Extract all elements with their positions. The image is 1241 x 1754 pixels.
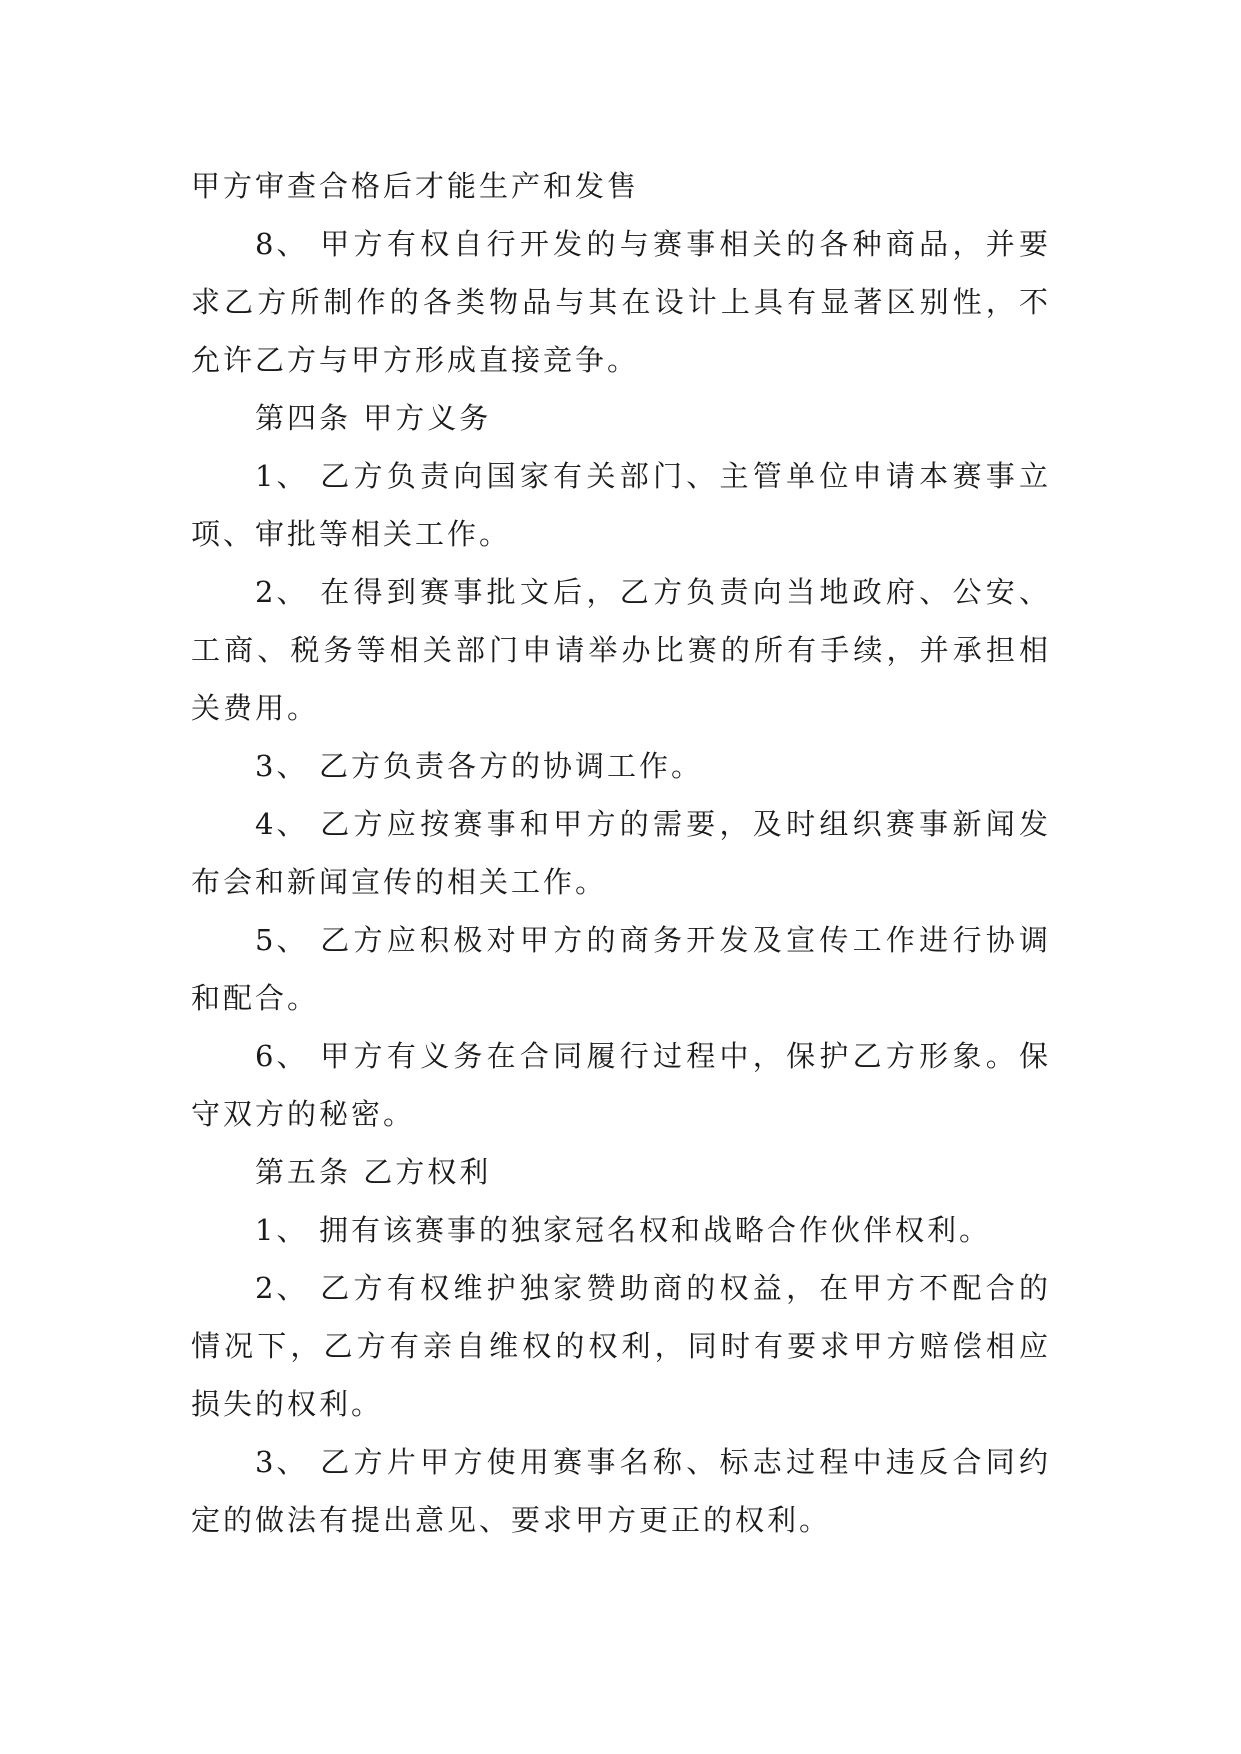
document-body	[191, 157, 1051, 1549]
clause-number: 2、	[255, 1271, 309, 1305]
clause-item-4	[191, 795, 1051, 911]
clause-text: 乙方片甲方使用赛事名称、标志过程中违反合同约定的做法有提出意见、要求甲方更正的权利。	[191, 1445, 1051, 1537]
clause-number: 3、	[255, 749, 309, 783]
clause-item-5	[191, 911, 1051, 1027]
clause-item-3	[191, 737, 1051, 795]
clause-number: 1、	[255, 459, 309, 493]
clause-text: 在得到赛事批文后，乙方负责向当地政府、公安、工商、税务等相关部门申请举办比赛的所有手续，并承担相关费用。	[191, 575, 1051, 725]
clause-item-2	[191, 1259, 1051, 1433]
clause-text: 甲方有权自行开发的与赛事相关的各种商品，并要求乙方所制作的各类物品与其在设计上具有显著区别性，不允许乙方与甲方形成直接竞争。	[191, 227, 1051, 377]
clause-number: 2、	[255, 575, 309, 609]
clause-text: 乙方应按赛事和甲方的需要，及时组织赛事新闻发布会和新闻宣传的相关工作。	[191, 807, 1051, 899]
clause-item-8	[191, 215, 1051, 389]
clause-text: 拥有该赛事的独家冠名权和战略合作伙伴权利。	[319, 1213, 992, 1247]
clause-text: 乙方负责向国家有关部门、主管单位申请本赛事立项、审批等相关工作。	[191, 459, 1051, 551]
clause-text: 乙方负责各方的协调工作。	[319, 749, 704, 783]
clause-number: 4、	[255, 807, 309, 841]
clause-number: 6、	[255, 1039, 309, 1073]
article-heading-5: 第五条 乙方权利	[255, 1155, 492, 1189]
clause-number: 5、	[255, 923, 309, 957]
paragraph-continuation: 甲方审查合格后才能生产和发售	[191, 169, 640, 203]
clause-number: 1、	[255, 1213, 309, 1247]
clause-text: 乙方有权维护独家赞助商的权益，在甲方不配合的情况下，乙方有亲自维权的权利，同时有要求甲方赔偿相应损失的权利。	[191, 1271, 1051, 1421]
clause-text: 甲方有义务在合同履行过程中，保护乙方形象。保守双方的秘密。	[191, 1039, 1051, 1131]
clause-item-1	[191, 447, 1051, 563]
clause-item-6	[191, 1027, 1051, 1143]
clause-text: 乙方应积极对甲方的商务开发及宣传工作进行协调和配合。	[191, 923, 1051, 1015]
clause-item-3	[191, 1433, 1051, 1549]
clause-number: 3、	[255, 1445, 309, 1479]
clause-item-2	[191, 563, 1051, 737]
clause-item-1	[191, 1201, 1051, 1259]
article-heading-4: 第四条 甲方义务	[255, 401, 492, 435]
clause-number: 8、	[255, 227, 309, 261]
